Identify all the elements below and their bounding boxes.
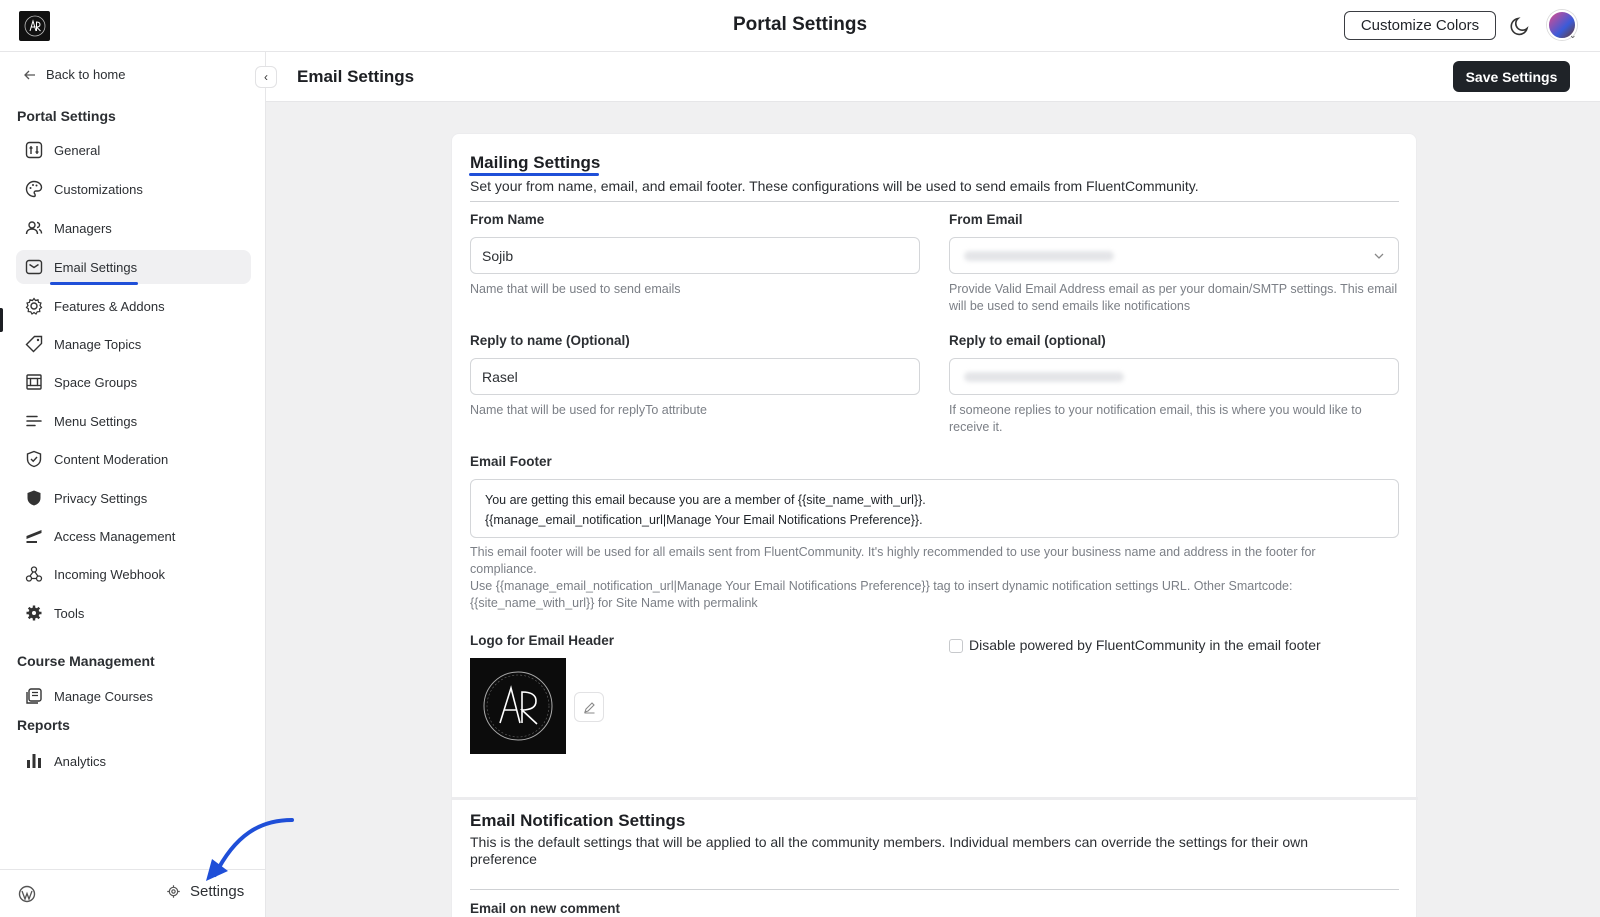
divider [470,201,1399,202]
reply-name-value: Rasel [482,368,518,385]
sidebar-item-label: Incoming Webhook [54,566,166,582]
sidebar-item-email-settings[interactable] [16,250,251,284]
sidebar-item-label: Privacy Settings [54,490,148,506]
webhook-icon [25,565,43,583]
mail-icon [25,258,43,276]
sidebar [0,52,266,917]
chevron-down-icon [1372,249,1386,263]
wordpress-icon[interactable] [18,885,36,903]
sidebar-item-menu-settings[interactable] [16,404,251,438]
email-on-new-comment-label: Email on new comment [470,901,621,916]
sidebar-item-label: Managers [54,220,112,236]
sidebar-item-label: Access Management [54,528,176,544]
sidebar-item-label: Tools [54,605,85,621]
sidebar-item-tools[interactable] [16,596,251,630]
sidebar-item-features-addons[interactable] [16,289,251,323]
sidebar-item-label: Customizations [54,181,143,197]
annotation-underline [50,282,138,285]
courses-icon [25,687,43,705]
reply-name-label: Reply to name (Optional) [470,333,630,348]
mailing-settings-description: Set your from name, email, and email footer. These configurations will be used to send emails from FluentCommunity. [470,178,1199,194]
sidebar-item-incoming-webhook[interactable] [16,557,251,591]
redacted-value [964,372,1124,382]
collapse-sidebar-button[interactable] [255,66,277,88]
arrow-left-icon [24,69,36,81]
email-footer-textarea[interactable] [470,479,1399,538]
sidebar-item-label: Email Settings [54,259,138,275]
shield-check-icon [25,450,43,468]
course-management-heading: Course Management [17,653,155,669]
sidebar-item-general[interactable] [16,133,251,167]
save-settings-button[interactable]: Save Settings [1453,61,1570,92]
email-notification-settings-title: Email Notification Settings [470,811,686,830]
site-logo[interactable] [19,11,50,41]
portal-settings-heading: Portal Settings [17,108,116,124]
reply-email-input[interactable] [949,358,1399,395]
edit-logo-button[interactable] [574,692,604,722]
footer-settings-label: Settings [190,883,245,900]
sidebar-item-access-management[interactable] [16,519,251,553]
sidebar-item-label: Analytics [54,753,107,769]
reply-email-help: If someone replies to your notification email, this is where you would like to receive it. [949,403,1362,434]
logo-header-label: Logo for Email Header [470,633,615,648]
sidebar-item-content-moderation[interactable] [16,442,251,476]
email-footer-label: Email Footer [470,454,552,469]
gear-icon [25,604,43,622]
settings-card [451,133,1417,917]
customize-colors-button[interactable]: Customize Colors [1344,11,1496,40]
mailing-settings-title: Mailing Settings [470,153,601,172]
chevron-left-icon: ‹ [264,70,268,84]
top-bar [0,0,1600,52]
gear-icon [166,884,181,899]
moon-icon[interactable] [1508,14,1532,38]
footer-line-1: You are getting this email because you are a member of {{site_name_with_url}}. [485,493,926,507]
sidebar-item-label: Manage Topics [54,336,142,352]
sidebar-item-label: Content Moderation [54,451,169,467]
from-email-label: From Email [949,212,1023,227]
back-to-home-label: Back to home [46,67,126,82]
page-title: Email Settings [297,67,415,86]
from-name-value: Sojib [482,247,514,264]
disable-powered-label[interactable]: Disable powered by FluentCommunity in the email footer [969,637,1321,653]
back-to-home-link[interactable] [24,67,126,82]
bar-chart-icon [25,752,43,770]
footer-settings-link[interactable] [166,883,244,900]
shield-icon [25,489,43,507]
page-header [266,52,1600,102]
access-icon [25,527,43,545]
sidebar-item-label: General [54,142,101,158]
annotation-arrow [200,815,295,885]
sidebar-item-manage-courses[interactable] [16,679,251,713]
users-icon [25,219,43,237]
sidebar-item-manage-topics[interactable] [16,327,251,361]
from-name-label: From Name [470,212,545,227]
reply-email-label: Reply to email (optional) [949,333,1106,348]
sidebar-item-label: Manage Courses [54,688,153,704]
reply-name-input[interactable] [470,358,920,395]
email-footer-help [470,544,1375,612]
footer-line-2: {{manage_email_notification_url|Manage Your Email Notifications Preference}}. [485,513,923,527]
email-footer-help-1: This email footer will be used for all emails sent from FluentCommunity. It's highly recommended to use your business name and address in the footer for compliance. [470,545,1316,576]
sidebar-item-label: Space Groups [54,374,138,390]
sidebar-item-label: Features & Addons [54,298,165,314]
ar-logo-icon [23,14,47,38]
grid-icon [25,373,43,391]
ar-logo-icon [480,668,556,744]
general-icon [25,141,43,159]
sidebar-item-privacy-settings[interactable] [16,481,251,515]
sidebar-item-label: Menu Settings [54,413,138,429]
from-email-select[interactable] [949,237,1399,274]
disable-powered-checkbox[interactable] [949,639,963,653]
sidebar-item-space-groups[interactable] [16,365,251,399]
email-header-logo [470,658,566,754]
sidebar-item-customizations[interactable] [16,172,251,206]
from-email-help: Provide Valid Email Address email as per your domain/SMTP settings. This email will be used to send emails like notifications [949,282,1398,313]
puzzle-icon [25,297,43,315]
sidebar-item-managers[interactable] [16,211,251,245]
annotation-underline [469,173,599,176]
reply-name-help: Name that will be used for replyTo attribute [470,403,707,417]
pencil-icon [583,701,596,714]
sidebar-item-analytics[interactable] [16,744,251,778]
from-name-help: Name that will be used to send emails [470,282,681,296]
section-separator [452,797,1418,800]
redacted-value [964,251,1114,261]
palette-icon [25,180,43,198]
active-indicator [0,308,3,332]
email-notification-description: This is the default settings that will be applied to all the community members. Individual members can override the settings for their own preference [470,834,1309,867]
reports-heading: Reports [17,717,70,733]
email-footer-help-2: Use {{manage_email_notification_url|Manage Your Email Notifications Preference}} tag to insert dynamic notification settings URL. Other Smartcode: {{site_name_with_url}} for Site Name with permalink [470,579,1293,610]
chevron-down-icon[interactable]: ⌄ [1569,30,1577,40]
app-title: Portal Settings [732,14,868,35]
menu-icon [25,412,43,430]
divider [470,889,1399,890]
tag-icon [25,335,43,353]
from-name-input[interactable] [470,237,920,274]
